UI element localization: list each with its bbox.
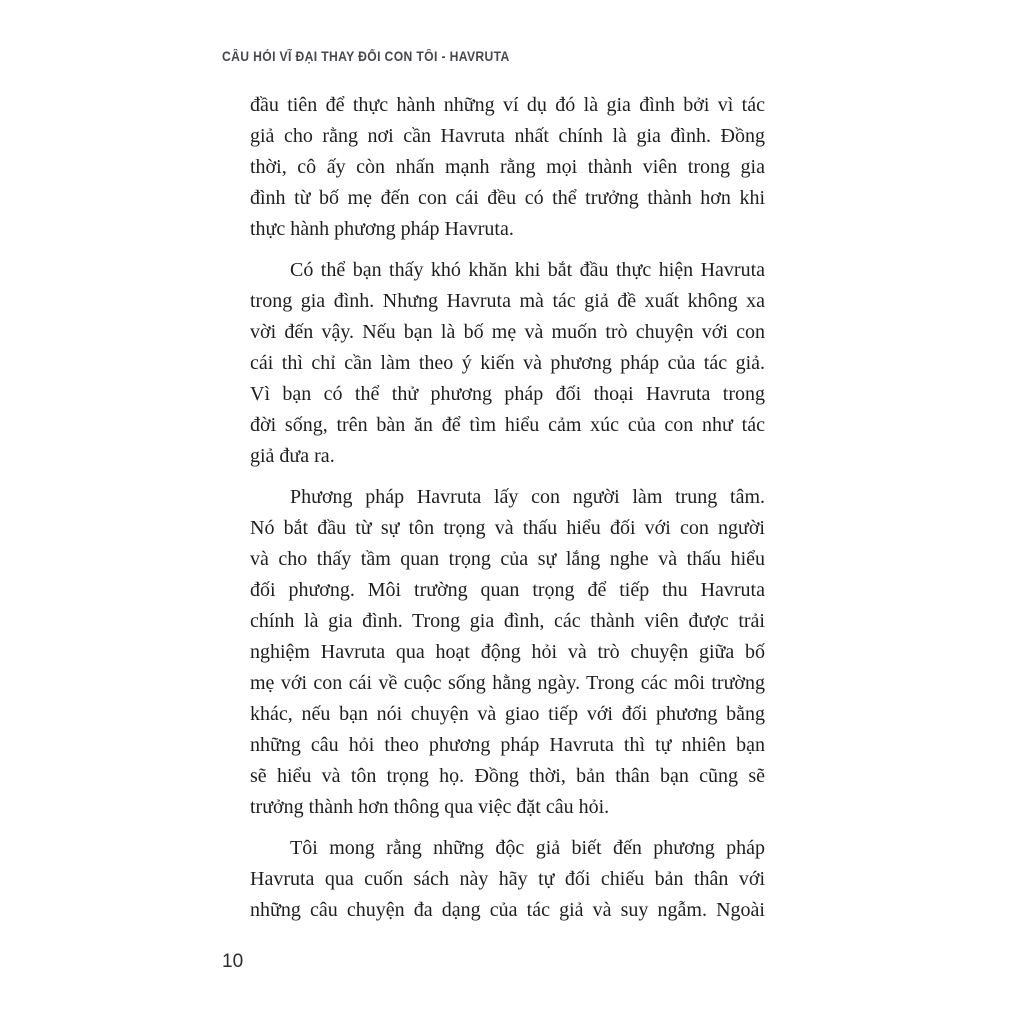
text-line: nghiệm Havruta qua hoạt động hỏi và trò chuyện giữa bố [250,641,765,663]
paragraph [250,482,765,823]
text-line: Phương pháp Havruta lấy con người làm trung tâm. [290,486,765,508]
text-line: khác, nếu bạn nói chuyện và giao tiếp với đối phương bằng [250,703,765,725]
text-line: trong gia đình. Nhưng Havruta mà tác giả đề xuất không xa [250,290,765,312]
running-header: CÂU HỎI VĨ ĐẠI THAY ĐỔI CON TÔI - HAVRUTA [222,49,510,64]
body-text-block [250,90,765,936]
text-line: giả đưa ra. [250,445,335,467]
paragraph [250,255,765,472]
text-line: đối phương. Môi trường quan trọng để tiếp thu Havruta [250,579,765,601]
text-line: những câu hỏi theo phương pháp Havruta thì tự nhiên bạn [250,734,765,756]
text-line: và cho thấy tầm quan trọng của sự lắng nghe và thấu hiểu [250,548,765,570]
text-line: Vì bạn có thể thử phương pháp đối thoại Havruta trong [250,383,765,405]
text-line: Có thể bạn thấy khó khăn khi bắt đầu thực hiện Havruta [290,259,765,281]
paragraph [250,90,765,245]
text-line: đầu tiên để thực hành những ví dụ đó là gia đình bởi vì tác [250,94,765,116]
text-line: Tôi mong rằng những độc giả biết đến phương pháp [290,837,765,859]
text-line: chính là gia đình. Trong gia đình, các thành viên được trải [250,610,765,632]
page-number: 10 [222,951,244,972]
text-line: vời đến vậy. Nếu bạn là bố mẹ và muốn trò chuyện với con [250,321,765,343]
paragraph [250,833,765,926]
text-line: trưởng thành hơn thông qua việc đặt câu hỏi. [250,796,610,818]
text-line: Havruta qua cuốn sách này hãy tự đối chiếu bản thân với [250,868,765,890]
text-line: sẽ hiểu và tôn trọng họ. Đồng thời, bản thân bạn cũng sẽ [250,765,765,787]
text-line: Nó bắt đầu từ sự tôn trọng và thấu hiểu đối với con người [250,517,765,539]
text-line: đình từ bố mẹ đến con cái đều có thể trưởng thành hơn khi [250,187,765,209]
text-line: thực hành phương pháp Havruta. [250,218,514,240]
text-line: cái thì chỉ cần làm theo ý kiến và phương pháp của tác giả. [250,352,765,374]
text-line: đời sống, trên bàn ăn để tìm hiểu cảm xúc của con như tác [250,414,765,436]
text-line: thời, cô ấy còn nhấn mạnh rằng mọi thành viên trong gia [250,156,765,178]
text-line: giả cho rằng nơi cần Havruta nhất chính là gia đình. Đồng [250,125,765,147]
text-line: mẹ với con cái về cuộc sống hằng ngày. Trong các môi trường [250,672,765,694]
text-line: những câu chuyện đa dạng của tác giả và suy ngẫm. Ngoài [250,899,765,921]
